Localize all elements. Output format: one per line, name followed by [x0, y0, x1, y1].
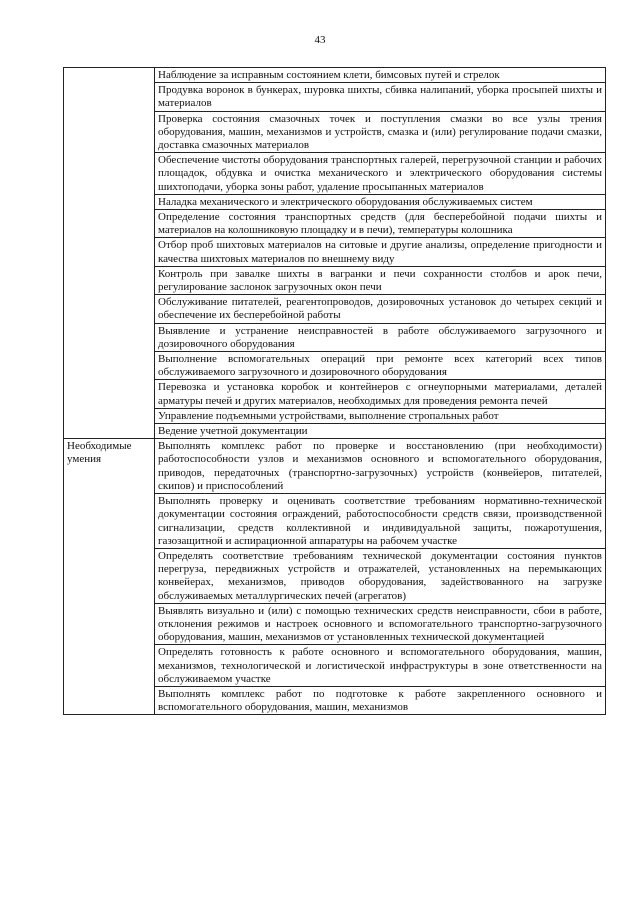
table-cell-text: Выполнение вспомогательных операций при ремонте всех категорий всех типов обслуживаемого загрузочного и дозировочного оборудования [155, 352, 606, 380]
table-cell-text: Контроль при завалке шихты в вагранки и печи сохранности столбов и арок печи, регулирование заслонок загрузочных окон печи [155, 266, 606, 294]
table-cell-text: Отбор проб шихтовых материалов на ситовые и другие анализы, определение пригодности и качества шихтовых материалов по внешнему виду [155, 238, 606, 266]
table-cell-text: Наблюдение за исправным состоянием клети, бимсовых путей и стрелок [155, 68, 606, 83]
table-cell-text: Выявление и устранение неисправностей в работе обслуживаемого загрузочного и дозировочного оборудования [155, 323, 606, 351]
table-cell-text: Выполнять комплекс работ по проверке и восстановлению (при необходимости) работоспособности узлов и механизмов основного и вспомогательного оборудования, приводов, передаточных (транспортно-загрузочных) устройств (конвейеров, питателей, скипов) и приспособлений [155, 439, 606, 494]
requirements-table-body [64, 68, 606, 715]
table-cell-text: Наладка механического и электрического оборудования обслуживаемых систем [155, 194, 606, 209]
table-cell-text: Обеспечение чистоты оборудования транспортных галерей, перегрузочной станции и рабочих площадок, обдувка и очистка механического и электрического оборудования системы шихтоподачи, уборка зоны работ, удаление просыпанных материалов [155, 153, 606, 195]
table-cell-text: Продувка воронок в бункерах, шуровка шихты, сбивка налипаний, уборка просыпей шихты и материалов [155, 83, 606, 111]
table-cell-text: Управление подъемными устройствами, выполнение стропальных работ [155, 408, 606, 423]
table-cell-text: Выявлять визуально и (или) с помощью технических средств неисправности, сбои в работе, отклонения режимов и настроек основного и вспомогательного транспортно-загрузочного оборудования, машин, механизмов от установленных технической документацией [155, 603, 606, 645]
table-row [64, 439, 606, 494]
page-number: 43 [314, 34, 326, 46]
table-cell-text: Обслуживание питателей, реагентопроводов, дозировочных установок до четырех секций и обеспечение их бесперебойной работы [155, 295, 606, 323]
table-cell-text: Ведение учетной документации [155, 424, 606, 439]
table-cell-text: Определять готовность к работе основного и вспомогательного оборудования, машин, механизмов, технологической и логистической инфраструктуры в зоне ответственности на обслуживаемом участке [155, 645, 606, 687]
requirements-table [63, 67, 606, 715]
table-cell-text: Выполнять проверку и оценивать соответствие требованиям нормативно-технической документации состояния ограждений, работоспособности средств связи, производственной сигнализации, средств коллективной и индивидуальной защиты, пожаротушения, газозащитной и аспирационной аппаратуры на рабочем участке [155, 494, 606, 549]
table-cell-text: Перевозка и установка коробок и контейнеров с огнеупорными материалами, деталей арматуры печей и других материалов, необходимых для проведения ремонта печей [155, 380, 606, 408]
table-cell-text: Выполнять комплекс работ по подготовке к работе закрепленного основного и вспомогательного оборудования, машин, механизмов [155, 686, 606, 714]
section-label [64, 68, 155, 439]
table-cell-text: Проверка состояния смазочных точек и поступления смазки во все узлы трения оборудования, машин, механизмов и устройств, смазка и (или) регулирование подачи смазки, доставка смазочных материалов [155, 111, 606, 153]
section-label: Необходимые умения [64, 439, 155, 715]
table-cell-text: Определение состояния транспортных средств (для бесперебойной подачи шихты и материалов на колошниковую площадку и в печи), температуры колошника [155, 210, 606, 238]
table-cell-text: Определять соответствие требованиям технической документации состояния пунктов перегруза, передвижных устройств и отражателей, установленных на перемыкающих конвейерах, механизмов, приводов оборудования, задействованного на загрузке обслуживаемых металлургических печей (агрегатов) [155, 548, 606, 603]
table-row [64, 68, 606, 83]
